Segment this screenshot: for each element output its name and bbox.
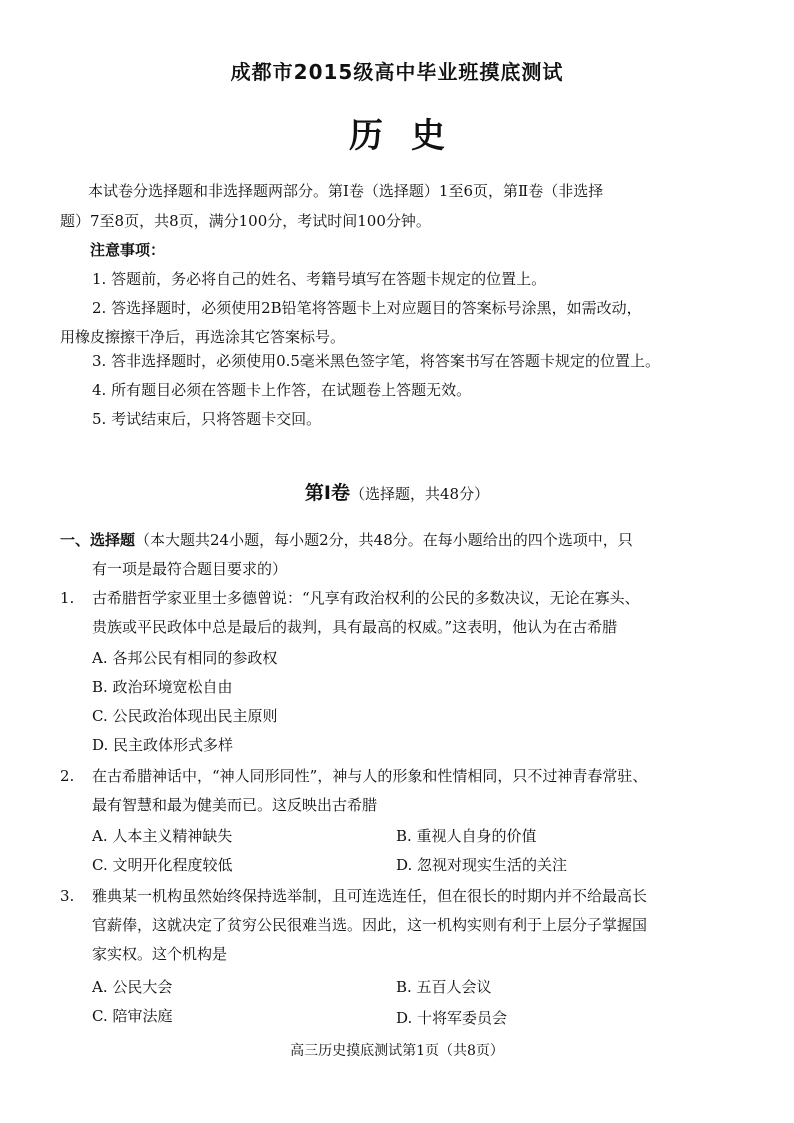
question-2-option-b: B. 重视人自身的价值 — [396, 827, 537, 845]
question-2-option-d: D. 忽视对现实生活的关注 — [396, 856, 568, 874]
exam-title: 成都市2015级高中毕业班摸底测试 — [230, 60, 564, 84]
page-footer: 高三历史摸底测试第1页（共8页） — [290, 1043, 504, 1059]
question-2-option-a: A. 人本主义精神缺失 — [92, 827, 233, 845]
section-heading — [0, 478, 794, 505]
note-2-line-2: 用橡皮擦擦干净后，再选涂其它答案标号。 — [60, 328, 346, 346]
question-2-option-c: C. 文明开化程度较低 — [92, 856, 233, 874]
question-2-line-2: 最有智慧和最为健美而已。这反映出古希腊 — [92, 796, 378, 814]
question-3-line-2: 官薪俸，这就决定了贫穷公民很难当选。因此，这一机构实则有利于上层分子掌握国 — [92, 916, 648, 934]
question-1-option-a: A. 各邦公民有相同的参政权 — [92, 649, 278, 667]
question-1-line-1: 古希腊哲学家亚里士多德曾说：“凡享有政治权利的公民的多数决议，无论在寡头、 — [92, 589, 640, 607]
question-1-option-c: C. 公民政治体现出民主原则 — [92, 707, 278, 725]
question-1-line-2: 贵族或平民政体中总是最后的裁判，具有最高的权威。”这表明，他认为在古希腊 — [92, 618, 618, 636]
section-subtitle: （选择题，共48分） — [349, 485, 490, 503]
question-3-option-b: B. 五百人会议 — [396, 978, 492, 996]
question-2-line-1: 在古希腊神话中，“神人同形同性”，神与人的形象和性情相同，只不过神青春常驻、 — [92, 767, 648, 785]
question-3-option-d: D. 十将军委员会 — [396, 1009, 508, 1027]
intro-line-1: 本试卷分选择题和非选择题两部分。第Ⅰ卷（选择题）1至6页，第Ⅱ卷（非选择 — [88, 182, 604, 200]
question-3-line-3: 家实权。这个机构是 — [92, 945, 228, 963]
intro-line-2: 题）7至8页，共8页，满分100分，考试时间100分钟。 — [60, 212, 431, 230]
question-1-option-d: D. 民主政体形式多样 — [92, 736, 234, 754]
part-one-desc-1: （本大题共24小题，每小题2分，共48分。在每小题给出的四个选项中，只 — [135, 531, 633, 549]
part-one-label: 一、选择题 — [60, 531, 136, 549]
note-4: 4. 所有题目必须在答题卡上作答，在试题卷上答题无效。 — [92, 381, 472, 399]
note-2-line-1: 2. 答选择题时，必须使用2B铅笔将答题卡上对应题目的答案标号涂黑，如需改动， — [92, 299, 642, 317]
question-number: 2. — [60, 767, 75, 785]
part-one-line-1 — [60, 530, 633, 550]
question-3-line-1: 雅典某一机构虽然始终保持选举制，且可连选连任，但在很长的时期内并不给最高长 — [92, 887, 648, 905]
note-3: 3. 答非选择题时，必须使用0.5毫米黑色签字笔，将答案书写在答题卡规定的位置上。 — [92, 352, 660, 370]
question-3-option-a: A. 公民大会 — [92, 978, 173, 996]
part-one-line-2: 有一项是最符合题目要求的） — [92, 560, 288, 578]
question-3-option-c: C. 陪审法庭 — [92, 1007, 173, 1025]
question-number: 3. — [60, 887, 75, 905]
question-number: 1. — [60, 589, 75, 607]
notes-heading: 注意事项： — [90, 241, 166, 259]
section-title: 第Ⅰ卷 — [304, 482, 350, 504]
note-5: 5. 考试结束后，只将答题卡交回。 — [92, 410, 322, 428]
note-1: 1. 答题前，务必将自己的姓名、考籍号填写在答题卡规定的位置上。 — [92, 270, 547, 288]
subject-title: 历史 — [349, 116, 473, 156]
question-1-option-b: B. 政治环境宽松自由 — [92, 678, 233, 696]
